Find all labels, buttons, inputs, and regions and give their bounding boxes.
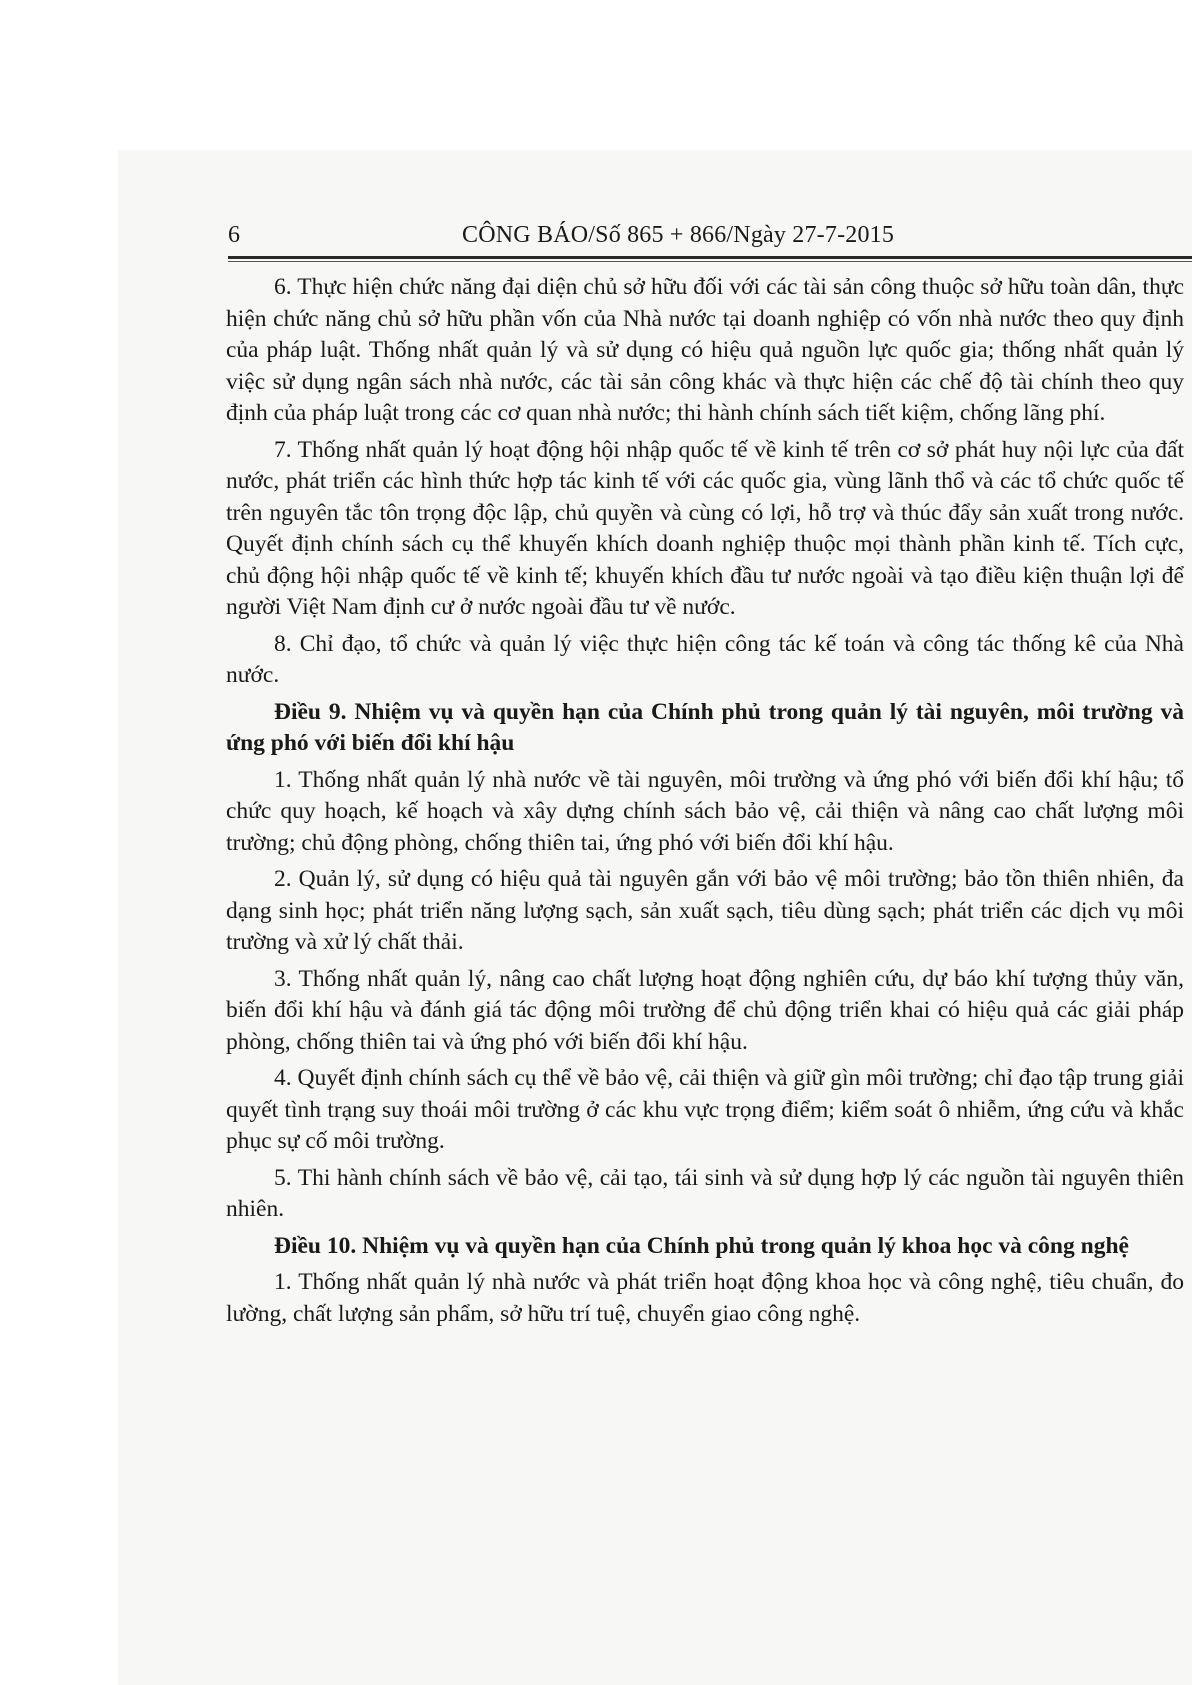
article-9-clause-3: 3. Thống nhất quản lý, nâng cao chất lượng hoạt động nghiên cứu, dự báo khí tượng thủy văn, biến đổi khí hậu và đánh giá tác động môi trường để chủ động triển khai có hiệu quả các giải pháp phòng, chống thiên tai và ứng phó với biến đổi khí hậu. <box>226 965 1184 1055</box>
article-9-clause-4: 4. Quyết định chính sách cụ thể về bảo vệ, cải thiện và giữ gìn môi trường; chỉ đạo tập trung giải quyết tình trạng suy thoái môi trường ở các khu vực trọng điểm; kiểm soát ô nhiễm, ứng cứu và khắc phục sự cố môi trường. <box>226 1065 1184 1154</box>
article-10-clause-1: 1. Thống nhất quản lý nhà nước và phát triển hoạt động khoa học và công nghệ, tiêu chuẩn, đo lường, chất lượng sản phẩm, sở hữu trí tuệ, chuyển giao công nghệ. <box>226 1269 1184 1327</box>
article-9-clause-5: 5. Thi hành chính sách về bảo vệ, cải tạo, tái sinh và sử dụng hợp lý các nguồn tài nguyên thiên nhiên. <box>226 1164 1184 1222</box>
header-rule-thick <box>228 256 1192 259</box>
page-number: 6 <box>228 222 240 248</box>
article-9-clause-2: 2. Quản lý, sử dụng có hiệu quả tài nguyên gắn với bảo vệ môi trường; bảo tồn thiên nhiên, đa dạng sinh học; phát triển năng lượng sạch, sản xuất sạch, tiêu dùng sạch; phát triển các dịch vụ môi trường và xử lý chất thải. <box>226 866 1184 955</box>
gazette-title: CÔNG BÁO/Số 865 + 866/Ngày 27-7-2015 <box>462 222 895 248</box>
header-rule-thin <box>228 261 1192 262</box>
page-header <box>228 218 1178 252</box>
paragraph-item-7: 7. Thống nhất quản lý hoạt động hội nhập quốc tế về kinh tế trên cơ sở phát huy nội lực của đất nước, phát triển các hình thức hợp tác kinh tế với các quốc gia, vùng lãnh thổ và các tổ chức quốc tế trên nguyên tắc tôn trọng độc lập, chủ quyền và cùng có lợi, hỗ trợ và thúc đẩy sản xuất trong nước. Quyết định chính sách cụ thể khuyến khích doanh nghiệp thuộc mọi thành phần kinh tế. Tích cực, chủ động hội nhập quốc tế về kinh tế; khuyến khích đầu tư nước ngoài và tạo điều kiện thuận lợi để người Việt Nam định cư ở nước ngoài đầu tư về nước. <box>226 436 1184 620</box>
document-body <box>226 272 1184 1335</box>
article-9-clause-1: 1. Thống nhất quản lý nhà nước về tài nguyên, môi trường và ứng phó với biến đổi khí hậu; tổ chức quy hoạch, kế hoạch và xây dựng chính sách bảo vệ, cải thiện và nâng cao chất lượng môi trường; chủ động phòng, chống thiên tai, ứng phó với biến đổi khí hậu. <box>226 766 1184 856</box>
article-10-heading: Điều 10. Nhiệm vụ và quyền hạn của Chính phủ trong quản lý khoa học và công nghệ <box>274 1232 1129 1259</box>
paragraph-item-8: 8. Chỉ đạo, tổ chức và quản lý việc thực hiện công tác kế toán và công tác thống kê của Nhà nước. <box>226 630 1184 688</box>
paragraph-item-6: 6. Thực hiện chức năng đại diện chủ sở hữu đối với các tài sản công thuộc sở hữu toàn dân, thực hiện chức năng chủ sở hữu phần vốn của Nhà nước tại doanh nghiệp có vốn nhà nước theo quy định của pháp luật. Thống nhất quản lý và sử dụng có hiệu quả nguồn lực quốc gia; thống nhất quản lý việc sử dụng ngân sách nhà nước, các tài sản công khác và thực hiện các chế độ tài chính theo quy định của pháp luật trong các cơ quan nhà nước; thi hành chính sách tiết kiệm, chống lãng phí. <box>226 274 1184 426</box>
article-9-heading: Điều 9. Nhiệm vụ và quyền hạn của Chính phủ trong quản lý tài nguyên, môi trường và ứng phó với biến đổi khí hậu <box>226 698 1184 756</box>
